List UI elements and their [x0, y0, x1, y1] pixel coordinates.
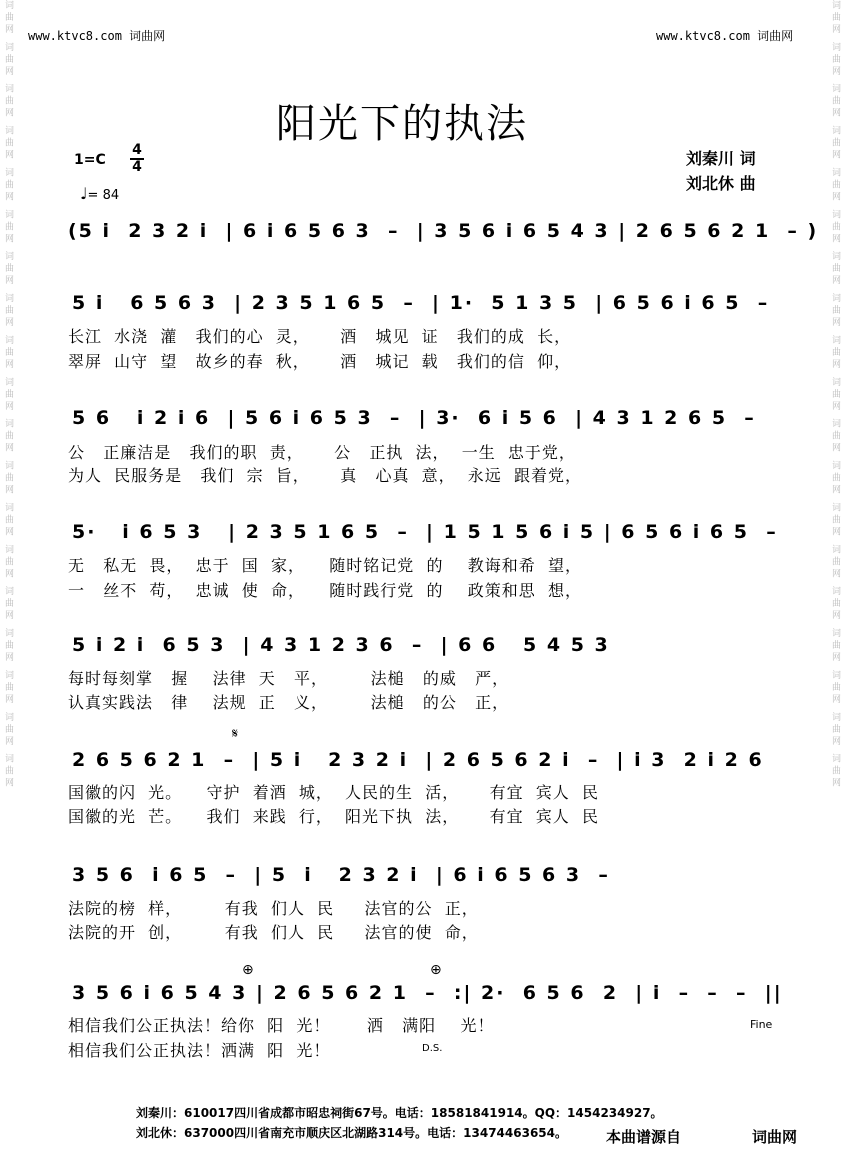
time-signature: 4 4 — [130, 143, 144, 175]
side-watermark-right: 词曲网 词曲网 词曲网 词曲网 词曲网 词曲网 词曲网 词曲网 词曲网 词曲网 词曲网 词曲网 词曲网 词曲网 词曲网 词曲网 词曲网 词曲网 词曲网 — [830, 0, 840, 790]
score-row-6-lyric-1: 法院的榜 样， 有我 们人 民 法官的公 正， — [68, 899, 479, 918]
score-row-3-lyric-2: 一 丝不 苟， 忠诚 使 命， 随时践行党 的 政策和思 想， — [68, 581, 582, 600]
footer-contact-lyricist: 刘秦川：610017四川省成都市昭忠祠街67号。电话：18581841914。QQ：1454234927。 — [136, 1106, 663, 1120]
score-row-intro: (5 i 2 3 2 i | 6 i 6 5 6 3 – | 3 5 6 i 6 5 4 3 | 2 6 5 6 2 1 – ) — [68, 220, 819, 242]
score-row-4-notes: 5 i 2 i 6 5 3 | 4 3 1 2 3 6 – | 6 6 5 4 5 3 — [72, 634, 610, 656]
quarter-note-icon: ♩ — [80, 184, 88, 203]
score-row-5-notes: 2 6 5 6 2 1 – | 5 i 2 3 2 i | 2 6 5 6 2 i – | i 3 2 i 2 6 — [72, 749, 764, 771]
score-row-7-notes: 3 5 6 i 6 5 4 3 | 2 6 5 6 2 1 – :| 2· 6 5 6 2 | i – – – || — [72, 982, 783, 1004]
score-row-4-lyric-2: 认真实践法 律 法规 正 义， 法槌 的公 正， — [68, 693, 510, 712]
fine-marking: Fine — [750, 1018, 773, 1031]
header-site-right[interactable]: www.ktvc8.com 词曲网 — [656, 29, 794, 43]
score-row-2-notes: 5 6 i 2 i 6 | 5 6 i 6 5 3 – | 3· 6 i 5 6 | 4 3 1 2 6 5 – — [72, 407, 756, 429]
score-row-6-lyric-2: 法院的开 创， 有我 们人 民 法官的使 命， — [68, 923, 479, 942]
score-row-2-lyric-1: 公 正廉洁是 我们的职 责， 公 正执 法， 一生 忠于党， — [68, 443, 576, 462]
coda-mark-2: ⊕ — [430, 962, 442, 978]
ds-marking: D.S. — [422, 1043, 443, 1054]
lyricist-credit: 刘秦川 词 — [686, 149, 756, 168]
score-row-3-lyric-1: 无 私无 畏， 忠于 国 家， 随时铭记党 的 教诲和希 望， — [68, 556, 582, 575]
score-row-1-lyric-1: 长江 水浇 灌 我们的心 灵， 酒 城见 证 我们的成 长， — [68, 327, 572, 346]
score-row-5-lyric-1: 国徽的闪 光。 守护 着酒 城， 人民的生 活， 有宜 宾人 民 — [68, 783, 599, 802]
coda-mark-1: ⊕ — [242, 962, 254, 978]
footer-source-label: 本曲谱源自 — [606, 1128, 682, 1146]
score-row-3-notes: 5· i 6 5 3 | 2 3 5 1 6 5 – | 1 5 1 5 6 i 5 | 6 5 6 i 6 5 – — [72, 521, 778, 543]
header-site-left[interactable]: www.ktvc8.com 词曲网 — [28, 29, 166, 43]
footer-contact-composer: 刘北休：637000四川省南充市顺庆区北湖路314号。电话：13474463654。 — [136, 1126, 567, 1140]
footer-site-link[interactable]: 词曲网 — [752, 1128, 798, 1146]
score-row-7-lyric-1: 相信我们公正执法！给你 阳 光！ 洒 满阳 光！ — [68, 1016, 495, 1035]
key-signature: 1=C — [74, 152, 106, 168]
score-row-5-lyric-2: 国徽的光 芒。 我们 来践 行， 阳光下执 法， 有宜 宾人 民 — [68, 807, 599, 826]
score-row-4-lyric-1: 每时每刻掌 握 法律 天 平， 法槌 的威 严， — [68, 669, 510, 688]
score-row-2-lyric-2: 为人 民服务是 我们 宗 旨， 真 心真 意， 永远 跟着党， — [68, 466, 582, 485]
score-row-1-lyric-2: 翠屏 山守 望 故乡的春 秋， 酒 城记 载 我们的信 仰， — [68, 352, 572, 371]
segno-mark: 𝄋 — [232, 726, 239, 742]
score-row-6-notes: 3 5 6 i 6 5 – | 5 i 2 3 2 i | 6 i 6 5 6 3 – — [72, 864, 610, 886]
score-row-1-notes: 5 i 6 5 6 3 | 2 3 5 1 6 5 – | 1· 5 1 3 5 | 6 5 6 i 6 5 – — [72, 292, 770, 314]
song-title: 阳光下的执法 — [276, 101, 528, 147]
side-watermark-left: 词曲网 词曲网 词曲网 词曲网 词曲网 词曲网 词曲网 词曲网 词曲网 词曲网 词曲网 词曲网 词曲网 词曲网 词曲网 词曲网 词曲网 词曲网 词曲网 — [3, 0, 13, 790]
score-row-7-lyric-2: 相信我们公正执法！洒满 阳 光！ — [68, 1041, 331, 1060]
tempo-marking: ♩= 84 — [80, 184, 120, 203]
composer-credit: 刘北休 曲 — [686, 174, 756, 193]
